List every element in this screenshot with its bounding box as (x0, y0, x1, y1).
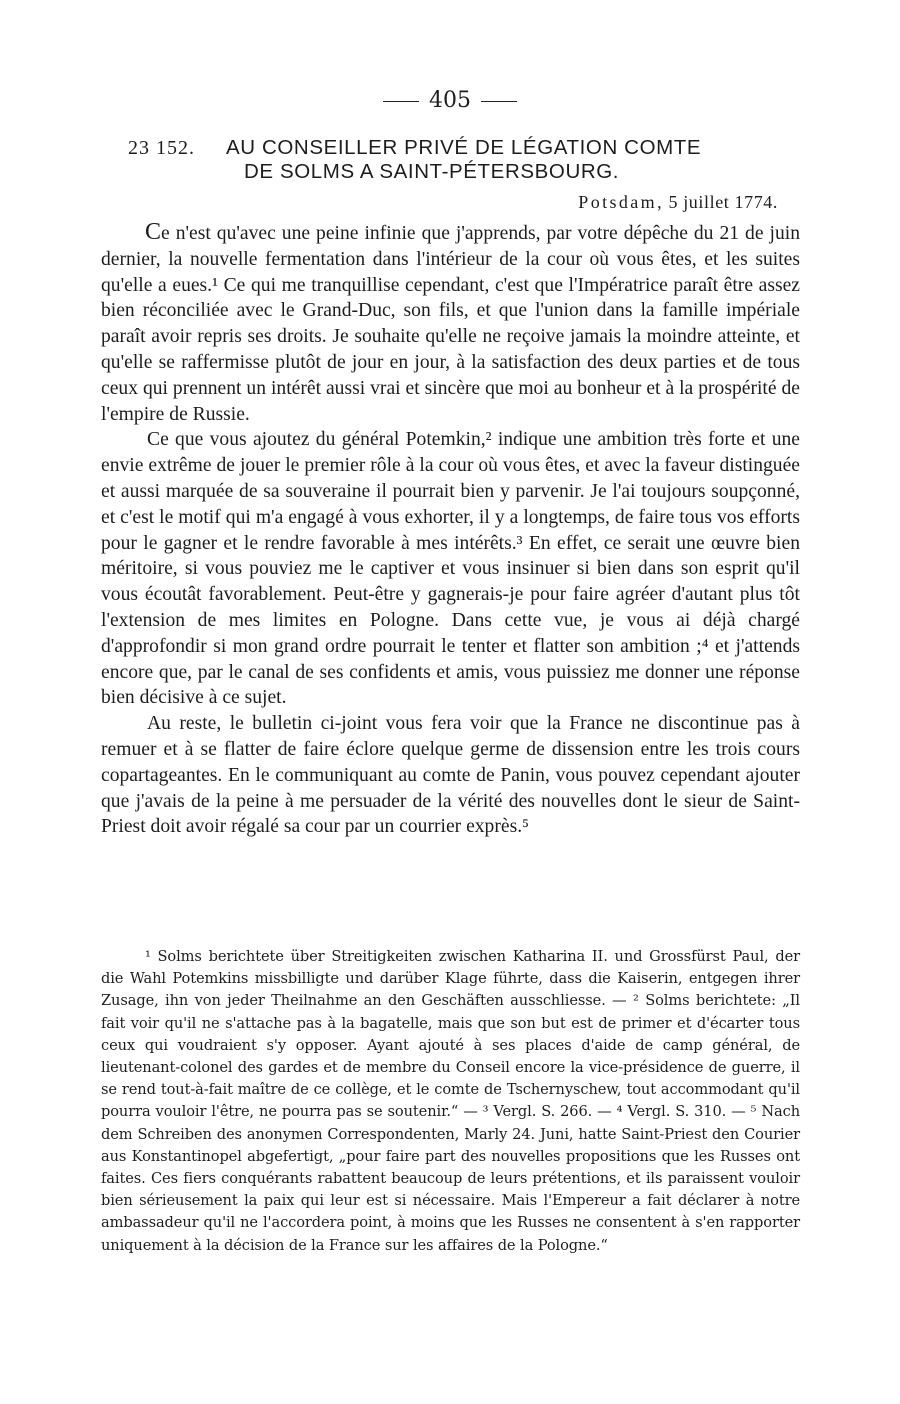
paragraph-1: Ce n'est qu'avec une peine infinie que j'apprends, par votre dépêche du 21 de juin dernier, la nouvelle fermentation dans l'intérieur de la cour où vous êtes, et les suites qu'elle a eues.¹ Ce qui me tranquillise cependant, c'est que l'Impératrice paraît être assez bien réconciliée avec le Grand-Duc, son fils, et que l'union dans la famille impériale paraît avoir repris ses droits. Je souhaite qu'elle ne reçoive jamais la moindre atteinte, et qu'elle se raffermisse plutôt de jour en jour, à la satisfaction des deux parties et de tous ceux qui prennent un intérêt aussi vrai et sincère que moi au bonheur et à la prospérité de l'empire de Russie. (101, 219, 800, 425)
header-rule-right (481, 101, 517, 102)
place-date (578, 192, 778, 213)
heading-line-1: AU CONSEILLER PRIVÉ DE LÉGATION COMTE (226, 136, 702, 159)
heading-line-2: DE SOLMS A SAINT-PÉTERSBOURG. (244, 160, 620, 183)
paragraph-2: Ce que vous ajoutez du général Potemkin,² indique une ambition très forte et une envie extrême de jouer le premier rôle à la cour où vous êtes, et avec la faveur distinguée et aussi marquée de sa souveraine il pourrait bien y parvenir. Je l'ai toujours soupçonné, et c'est le motif qui m'a engagé à vous exhorter, il y a longtemps, de faire tous vos efforts pour le gagner et le rendre favorable à mes intérêts.³ En effet, ce serait une œuvre bien méritoire, si vous pouviez me le captiver et vous insinuer si bien dans son esprit qu'il vous écoutât favorablement. Peut-être y gagnerais-je pour faire agréer d'autant plus tôt l'extension de mes limites en Pologne. Dans cette vue, je vous ai déjà chargé d'approfondir si mon grand ordre pourrait le tenter et flatter son ambition ;⁴ et j'attends encore que, par le canal de ses confidents et amis, vous puissiez me donner une réponse bien décisive à ce sujet. (101, 429, 800, 709)
letter-body (101, 220, 800, 840)
page-number: 405 (429, 88, 471, 113)
date: 5 juillet 1774. (668, 192, 778, 212)
footnotes: ¹ Solms berichtete über Streitigkeiten zwischen Katharina II. und Grossfürst Paul, der die Wahl Potemkins missbilligte und darüber Klage führte, dass die Kaiserin, entgegen ihrer Zusage, ihn von jeder Theilnahme an den Geschäften ausschliesse. — ² Solms berichtete: „Il fait voir qu'il ne s'attache pas à la bagatelle, mais que son but est de primer et d'écarter tous ceux qui voudraient s'y opposer. Ayant ajouté à ses places d'aide de camp général, de lieutenant-colonel des gardes et de membre du Conseil encore la vice-présidence de guerre, il se rend tout-à-fait maître de ce collège, et le comte de Tschernyschew, tout accommodant qu'il pourra vouloir l'être, ne pourra pas se soutenir.“ — ³ Vergl. S. 266. — ⁴ Vergl. S. 310. — ⁵ Nach dem Schreiben des anonymen Correspondenten, Marly 24. Juni, hatte Saint-Priest den Courier aus Konstantinopel abgefertigt, „pour faire part des nouvelles propositions que les Russes ont faites. Ces fiers conquérants rabattent beaucoup de leurs prétentions, et ils paraissent vouloir bien sérieusement la paix qui leur est si nécessaire. Mais l'Empereur a fait déclarer à notre ambassadeur qu'il ne l'accordera point, à moins que les Russes ne consentent à s'en rapporter uniquement à la décision de la France sur les affaires de la Pologne.“ (101, 948, 800, 1254)
paragraph-3: Au reste, le bulletin ci-joint vous fera voir que la France ne discontinue pas à remuer et à se flatter de faire éclore quelque germe de dissension entre les trois cours copartageantes. En le communiquant au comte de Panin, vous pouvez cependant ajouter que j'avais de la peine à me persuader de la vérité des nouvelles dont le sieur de Saint-Priest doit avoir régalé sa cour par un courrier exprès.⁵ (101, 713, 800, 838)
header-rule-left (383, 101, 419, 102)
place: Potsdam, (578, 192, 664, 212)
letter-number: 23 152. (128, 137, 195, 159)
page-header (0, 86, 900, 116)
